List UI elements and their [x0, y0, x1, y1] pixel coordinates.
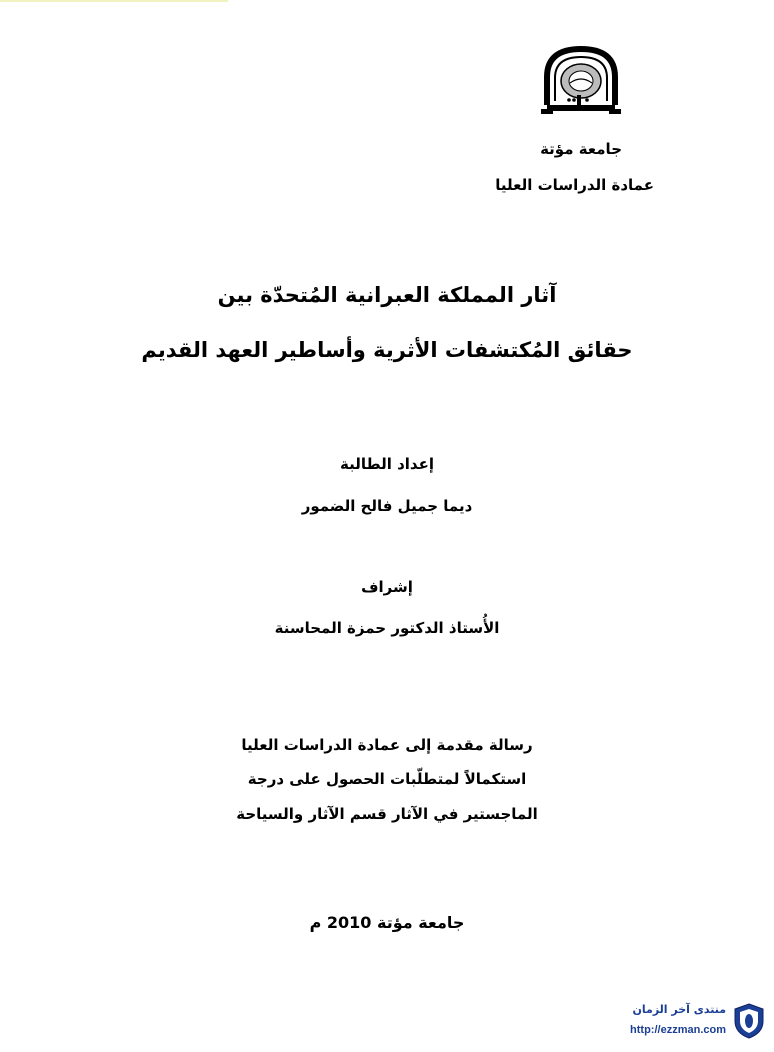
watermark-url[interactable]: http://ezzman.com [630, 1024, 726, 1036]
watermark-title: منتدى آخر الزمان [632, 1003, 726, 1016]
thesis-title-line-1: آثار المملكة العبرانية المُتحدّة بين [217, 283, 557, 307]
university-name: جامعة مؤتة [540, 140, 622, 158]
place-and-year: جامعة مؤتة 2010 م [309, 913, 465, 932]
deanship-name: عمادة الدراسات العليا [495, 176, 654, 194]
top-rule [0, 0, 228, 2]
forum-watermark [568, 1000, 768, 1044]
thesis-statement-line-2: استكمالاً لمتطلّبات الحصول على درجة [247, 770, 527, 788]
thesis-title-line-2: حقائق المُكتشفات الأثرية وأساطير العهد القديم [141, 338, 633, 362]
student-name: ديما جميل فالح الضمور [301, 497, 473, 515]
prepared-by-label: إعداد الطالبة [340, 455, 434, 473]
thesis-statement-line-3: الماجستير في الآثار قسم الآثار والسياحة [236, 805, 538, 823]
thesis-statement-line-1: رسالة مقدمة إلى عمادة الدراسات العليا [241, 736, 533, 754]
supervision-label: إشراف [361, 578, 413, 596]
forum-shield-icon [732, 1002, 766, 1040]
supervisor-name: الأُستاذ الدكتور حمزة المحاسنة [274, 619, 500, 637]
university-emblem-icon [541, 45, 621, 117]
